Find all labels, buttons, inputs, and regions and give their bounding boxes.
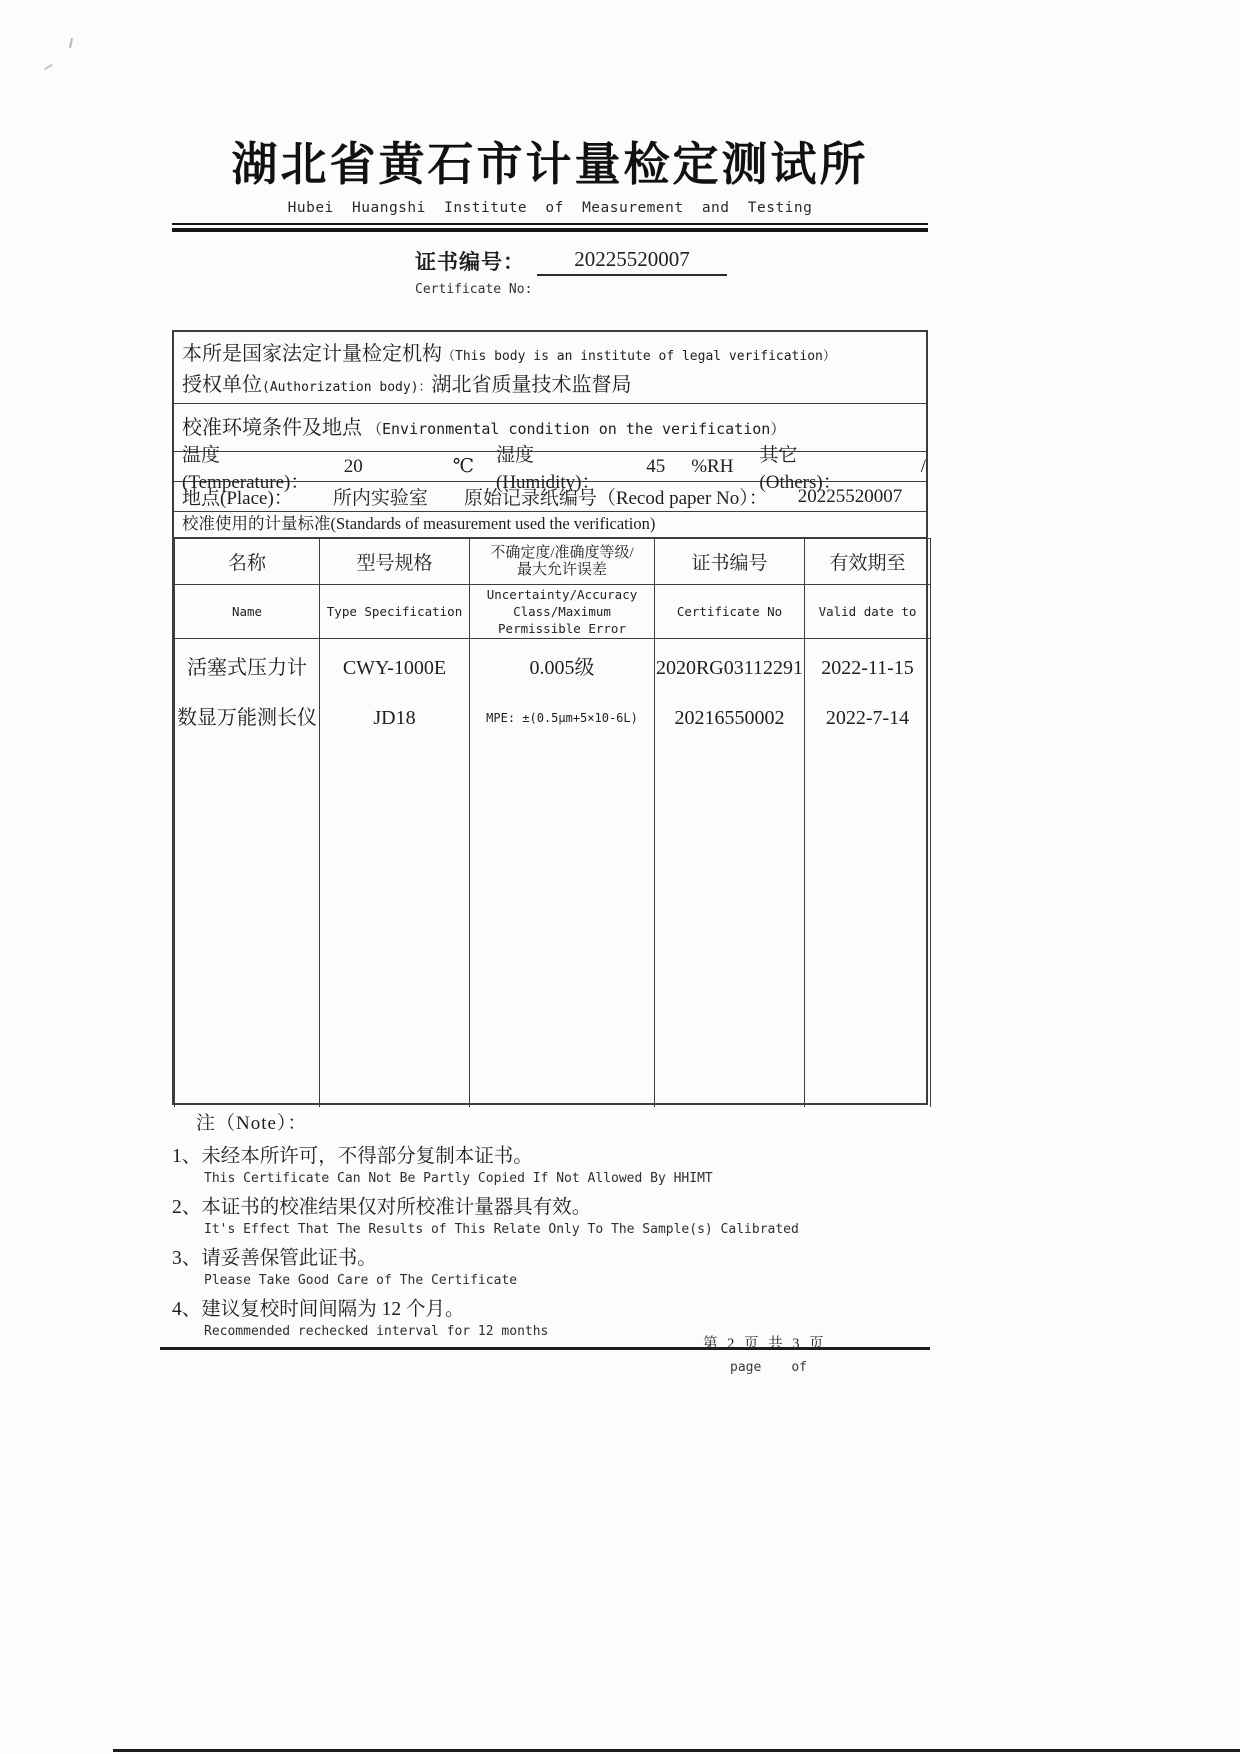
standards-data-rows (175, 639, 931, 1108)
name-column-data (175, 639, 320, 1108)
scan-artifact (44, 64, 53, 70)
note-item-cn: 1、未经本所许可，不得部分复制本证书。 (172, 1146, 533, 1167)
note-item-en: Please Take Good Care of The Certificate (204, 1273, 518, 1288)
note-item-en: It's Effect That The Results of This Relate Only To The Sample(s) Calibrated (204, 1222, 799, 1237)
page-number-en (730, 1360, 807, 1375)
certificate-no-value: 20225520007 (537, 247, 727, 276)
certificate-body-box (172, 330, 928, 1105)
legal-verification-section (174, 332, 926, 404)
page-word: page (730, 1360, 762, 1375)
others-label: 其它(Others)： (759, 444, 842, 493)
others-value: / (920, 455, 926, 477)
col-type-cn: 型号规格 (320, 539, 470, 585)
standard-valid-date: 2022-11-15 (821, 657, 914, 679)
auth-label-en: (Authorization body)： (262, 380, 432, 395)
humidity-value: 45 (646, 455, 666, 477)
col-uncertainty-en (470, 585, 655, 639)
uncertainty-column-data (470, 639, 655, 1108)
col-uncertainty-cn-line2: 最大允许误差 (516, 562, 607, 578)
place-label: 地点(Place)： (182, 488, 293, 509)
temperature-value: 20 (343, 455, 363, 477)
col-name-en: Name (175, 585, 320, 639)
temperature-label: 温度(Temperature)： (182, 444, 310, 493)
col-uncertainty-en-line1: Uncertainty/Accuracy (486, 587, 638, 602)
col-type-en: Type Specification (320, 585, 470, 639)
title-double-rule (172, 223, 928, 232)
legal-statement-en: （This body is an institute of legal verification） (442, 349, 836, 364)
env-title-en: （Environmental condition on the verification） (367, 420, 786, 438)
certificate-number-block (415, 246, 727, 297)
record-paper-label: 原始记录纸编号（Recod paper No）： (463, 488, 768, 509)
standards-table (174, 538, 931, 1107)
page-number-cn: 第 2 页 共 3 页 (703, 1336, 827, 1352)
col-valid-en: Valid date to (805, 585, 931, 639)
place-record-row (174, 482, 926, 512)
standard-certno: 20216550002 (674, 707, 785, 729)
of-word: of (791, 1360, 807, 1375)
note-item-en: Recommended rechecked interval for 12 months (204, 1324, 549, 1339)
auth-label-cn: 授权单位 (182, 374, 262, 396)
col-uncertainty-cn-line1: 不确定度/准确度等级/ (490, 545, 634, 561)
certificate-no-label-en: Certificate No: (415, 282, 533, 297)
standard-certno: 2020RG03112291 (655, 657, 804, 679)
standard-type: CWY-1000E (342, 657, 447, 679)
certno-column-data (655, 639, 805, 1108)
standard-name: 数显万能测长仪 (177, 707, 317, 729)
col-certno-cn: 证书编号 (655, 539, 805, 585)
temperature-unit: ℃ (452, 456, 474, 477)
environment-values-row (174, 444, 926, 493)
type-column-data (320, 639, 470, 1108)
env-title-cn: 校准环境条件及地点 (182, 417, 362, 439)
note-item-cn: 3、请妥善保管此证书。 (172, 1248, 377, 1269)
standards-header-en (175, 585, 931, 639)
note-item-cn: 2、本证书的校准结果仅对所校准计量器具有效。 (172, 1197, 592, 1218)
standard-mpe: 0.005级 (529, 657, 595, 679)
place-value: 所内实验室 (332, 488, 428, 509)
standard-type: JD18 (373, 707, 416, 729)
standard-mpe: MPE: ±(0.5μm+5×10-6L) (486, 711, 638, 725)
standard-valid-date: 2022-7-14 (825, 707, 910, 729)
note-item-cn: 4、建议复校时间间隔为 12 个月。 (172, 1299, 465, 1320)
note-item-en: This Certificate Can Not Be Partly Copied If Not Allowed By HHIMT (204, 1171, 713, 1186)
certificate-no-label-cn: 证书编号： (415, 250, 525, 274)
col-name-cn: 名称 (175, 539, 320, 585)
institute-title-cn: 湖北省黄石市计量检定测试所 (231, 139, 869, 190)
col-valid-cn: 有效期至 (805, 539, 931, 585)
record-paper-value: 20225520007 (797, 485, 903, 507)
scan-edge-line (113, 1749, 1240, 1752)
valid-column-data (805, 639, 931, 1108)
col-uncertainty-en-line2: Class/Maximum (513, 604, 611, 619)
humidity-label: 湿度(Humidity)： (496, 444, 601, 493)
col-uncertainty-cn (470, 539, 655, 585)
legal-statement-cn: 本所是国家法定计量检定机构 (182, 343, 442, 365)
humidity-unit: %RH (691, 455, 734, 477)
notes-title: 注（Note）： (196, 1113, 308, 1134)
col-certno-en: Certificate No (655, 585, 805, 639)
standards-header-cn (175, 539, 931, 585)
col-uncertainty-en-line3: Permissible Error (498, 621, 626, 636)
standard-name: 活塞式压力计 (187, 657, 307, 679)
institute-title-en: Hubei Huangshi Institute of Measurement and Testing (287, 200, 813, 216)
title-block (172, 128, 928, 232)
auth-value: 湖北省质量技术监督局 (431, 374, 632, 396)
scan-artifact (69, 38, 73, 48)
standards-section-title: 校准使用的计量标准(Standards of measurement used the verification) (174, 512, 926, 538)
notes-section (160, 1108, 930, 1350)
